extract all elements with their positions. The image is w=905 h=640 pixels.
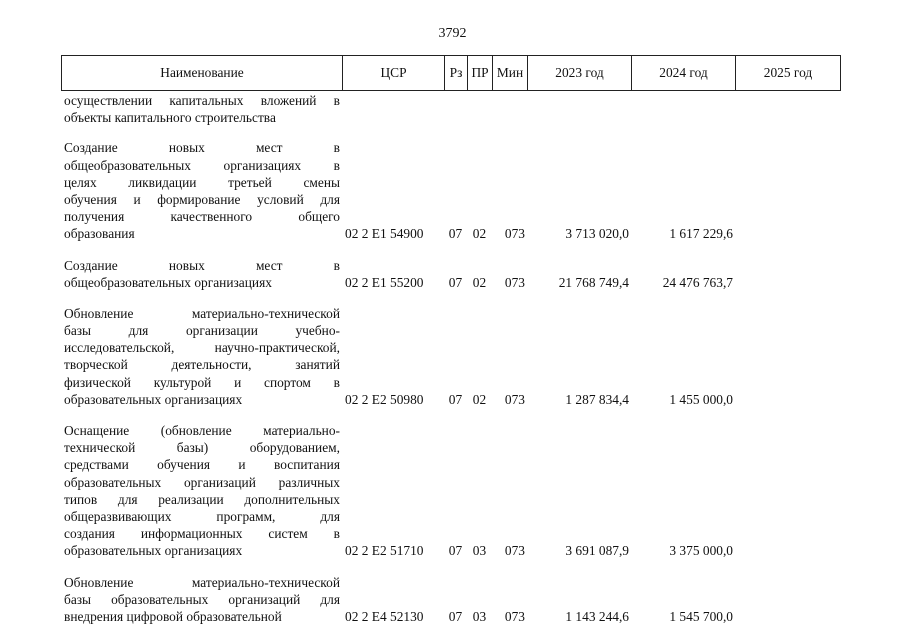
header-pr: ПР xyxy=(468,56,493,90)
table-row xyxy=(61,139,841,242)
row-name-line: образовательных организациях xyxy=(64,391,243,407)
row-name-line: Обновление материально-технической xyxy=(64,574,340,590)
table-body xyxy=(61,92,841,639)
row-pr: 02 xyxy=(472,391,487,407)
row-name-line: базы для организации учебно- xyxy=(64,323,340,339)
header-2025: 2025 год xyxy=(763,65,813,80)
table-row xyxy=(61,257,841,291)
row-2024: 1 455 000,0 xyxy=(669,391,733,407)
row-pr: 02 xyxy=(472,226,487,242)
row-name-line: творческой деятельности, занятий xyxy=(64,357,340,373)
header-2023: 2023 год xyxy=(528,56,632,90)
row-rz: 07 xyxy=(448,608,463,624)
row-min: 073 xyxy=(504,226,525,242)
row-name-line: целях ликвидации третьей смены xyxy=(64,174,340,190)
row-name-line: внедрения цифровой образовательной xyxy=(64,608,282,624)
page-number: 3792 xyxy=(438,26,467,41)
row-name xyxy=(61,305,342,408)
row-min: 073 xyxy=(504,543,525,559)
row-name xyxy=(61,257,342,291)
row-name-line: общеобразовательных организациях xyxy=(64,274,272,290)
table-row xyxy=(61,305,841,408)
row-2023: 1 143 244,6 xyxy=(565,608,629,624)
row-name xyxy=(61,574,342,626)
row-name-line: физической культурой и спортом в xyxy=(64,374,340,390)
header-name: Наименование xyxy=(62,56,343,90)
row-2024: 1 545 700,0 xyxy=(669,608,733,624)
row-min: 073 xyxy=(504,608,525,624)
row-rz: 07 xyxy=(448,543,463,559)
row-min: 073 xyxy=(504,391,525,407)
row-csr: 02 2 E1 55200 xyxy=(345,274,424,290)
row-name-line: получения качественного общего xyxy=(64,209,340,225)
header-csr: ЦСР xyxy=(343,56,445,90)
row-2023: 21 768 749,4 xyxy=(558,274,629,290)
row-name-line: Создание новых мест в xyxy=(64,140,340,156)
row-name-line: объекты капитального строительства xyxy=(64,110,276,126)
row-name-line: типов для реализации дополнительных xyxy=(64,491,340,507)
row-name-line: образовательных организациях xyxy=(64,543,243,559)
table-row xyxy=(61,422,841,560)
row-rz: 07 xyxy=(448,391,463,407)
row-name-line: общеразвивающих программ, для xyxy=(64,508,340,524)
table-header xyxy=(61,55,841,91)
table-row xyxy=(61,574,841,626)
row-name-line: Обновление материально-технической xyxy=(64,305,340,321)
row-rz: 07 xyxy=(448,226,463,242)
table-row xyxy=(61,92,841,126)
header-2024: 2024 год xyxy=(632,56,736,90)
row-name-line: базы образовательных организаций для xyxy=(64,591,340,607)
row-2024: 3 375 000,0 xyxy=(669,543,733,559)
row-csr: 02 2 E2 50980 xyxy=(345,391,424,407)
row-name-line: Оснащение (обновление материально- xyxy=(64,423,340,438)
row-name-line: создания информационных систем в xyxy=(64,526,340,542)
row-pr: 03 xyxy=(472,608,487,624)
row-name xyxy=(61,422,342,560)
row-pr: 03 xyxy=(472,543,487,559)
row-2024: 24 476 763,7 xyxy=(662,274,733,290)
header-rz: Рз xyxy=(445,56,468,90)
row-name-line: средствами обучения и воспитания xyxy=(64,457,340,473)
row-csr: 02 2 E2 51710 xyxy=(345,543,424,559)
row-csr: 02 2 E1 54900 xyxy=(345,226,424,242)
row-2023: 3 691 087,9 xyxy=(565,543,629,559)
row-name-line: осуществлении капитальных вложений в xyxy=(64,93,340,108)
row-2024: 1 617 229,6 xyxy=(669,226,733,242)
row-name xyxy=(61,139,342,242)
row-name-line: общеобразовательных организациях в xyxy=(64,157,340,173)
row-name-line: образовательных организаций различных xyxy=(64,474,340,490)
row-name-line: обучения и формирование условий для xyxy=(64,191,340,207)
row-csr: 02 2 E4 52130 xyxy=(345,608,424,624)
row-name-line: технической базы) оборудованием, xyxy=(64,440,340,456)
row-name xyxy=(61,92,342,126)
row-rz: 07 xyxy=(448,274,463,290)
header-min: Мин xyxy=(493,56,528,90)
row-name-line: образования xyxy=(64,226,135,242)
row-name-line: исследовательской, научно-практической, xyxy=(64,340,340,356)
row-name-line: Создание новых мест в xyxy=(64,257,340,273)
row-2023: 1 287 834,4 xyxy=(565,391,629,407)
row-pr: 02 xyxy=(472,274,487,290)
row-min: 073 xyxy=(504,274,525,290)
row-2023: 3 713 020,0 xyxy=(565,226,629,242)
